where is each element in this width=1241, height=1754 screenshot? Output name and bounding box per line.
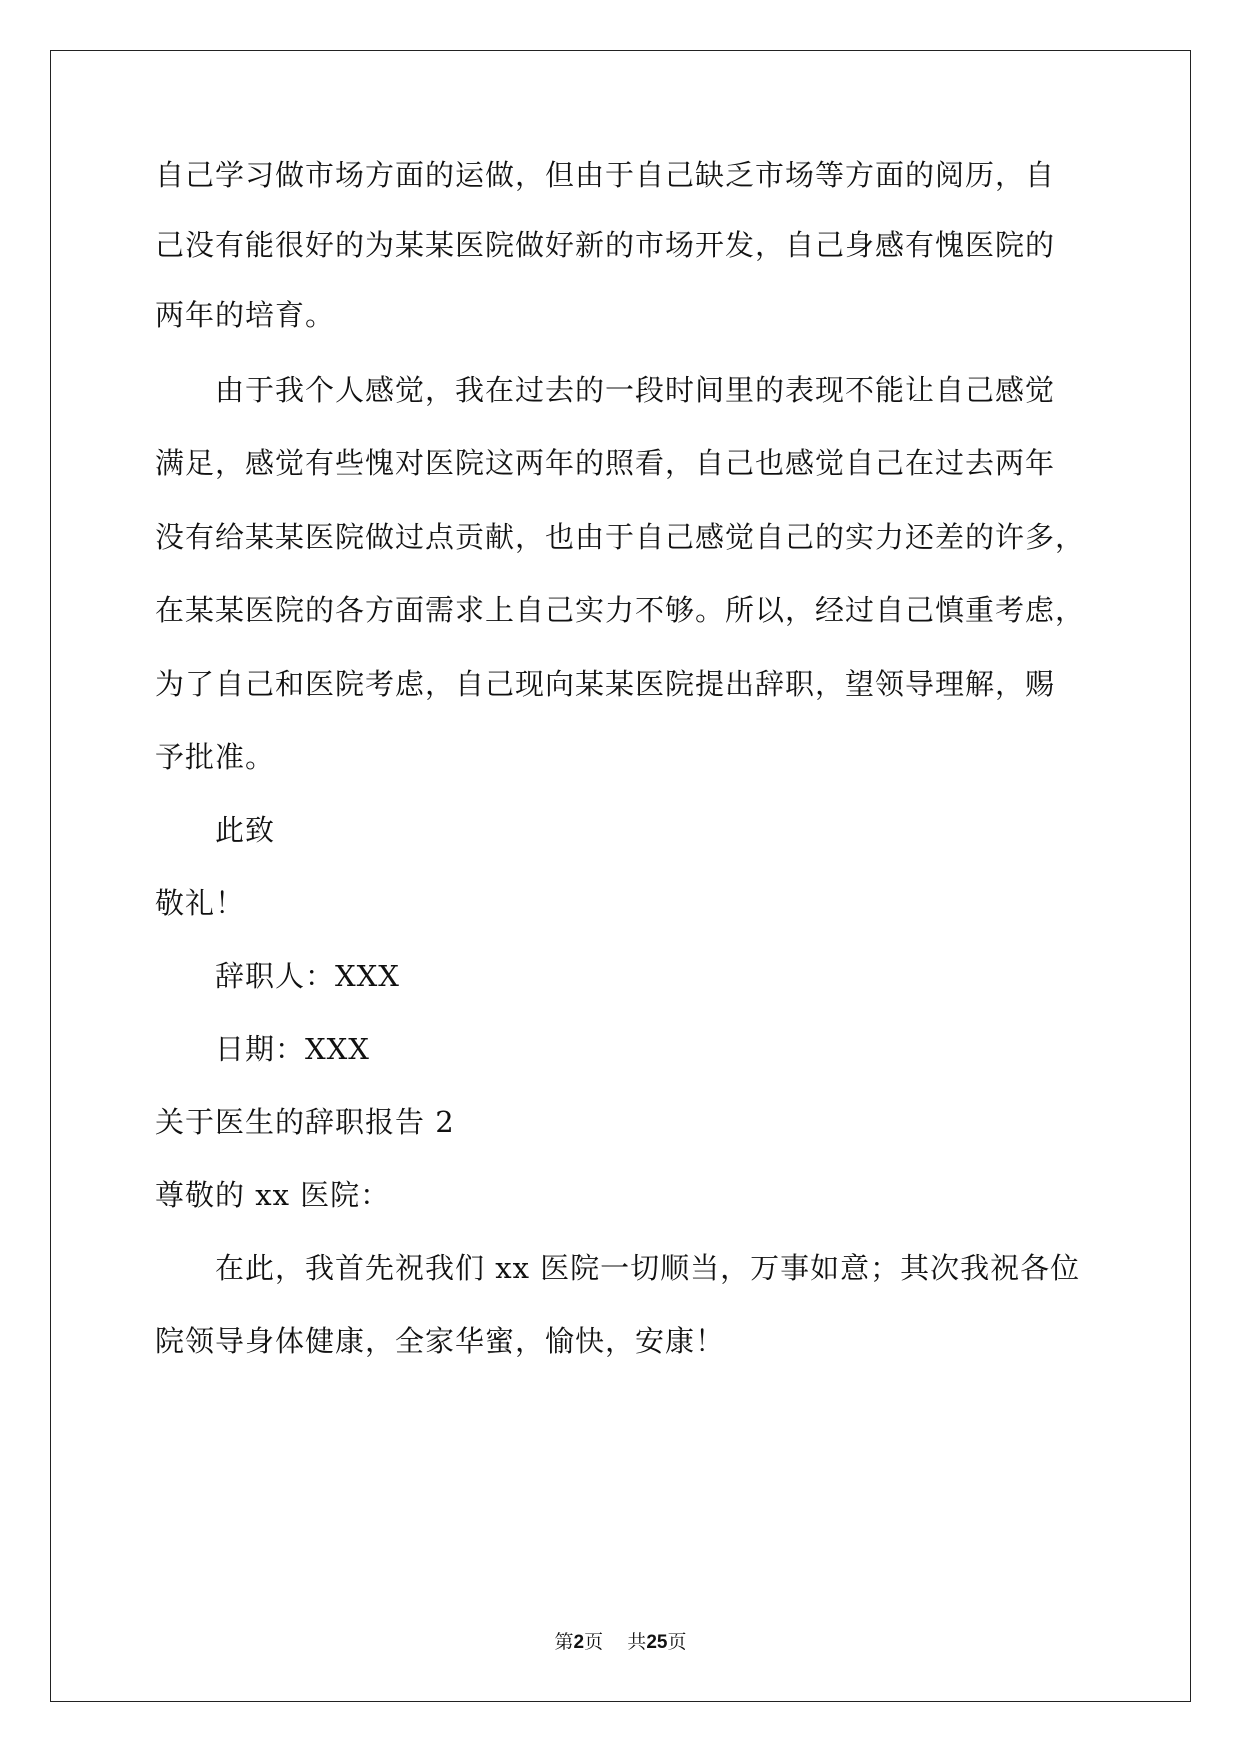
page-number: 2 [573,1632,585,1653]
total-suffix: 页 [667,1631,687,1653]
body-line: 在此，我首先祝我们 xx 医院一切顺当，万事如意；其次我祝各位 [215,1251,1081,1285]
page-footer [0,1630,1241,1655]
body-line: 由于我个人感觉，我在过去的一段时间里的表现不能让自己感觉 [215,373,1056,407]
page-prefix: 第 [554,1631,574,1653]
closing-regards: 敬礼！ [155,886,246,920]
body-line: 满足，感觉有些愧对医院这两年的照看，自己也感觉自己在过去两年 [155,446,1056,480]
section-title: 关于医生的辞职报告 2 [155,1105,455,1139]
signer-line: 辞职人：XXX [215,959,400,993]
total-pages: 25 [646,1632,668,1653]
body-line: 没有给某某医院做过点贡献，也由于自己感觉自己的实力还差的许多， [155,520,1086,554]
date-line: 日期：XXX [215,1032,370,1066]
body-line: 自己学习做市场方面的运做，但由于自己缺乏市场等方面的阅历，自 [155,158,1056,192]
total-prefix: 共 [627,1631,647,1653]
body-line: 己没有能很好的为某某医院做好新的市场开发，自己身感有愧医院的 [155,228,1056,262]
body-line: 为了自己和医院考虑，自己现向某某医院提出辞职，望领导理解，赐 [155,667,1056,701]
body-line: 予批准。 [155,740,276,774]
greeting-line: 尊敬的 xx 医院： [155,1178,391,1212]
page-suffix: 页 [584,1631,604,1653]
closing-salutation: 此致 [215,813,276,847]
body-line: 两年的培育。 [155,298,336,332]
body-line: 院领导身体健康，全家华蜜，愉快，安康！ [155,1324,726,1358]
body-line: 在某某医院的各方面需求上自己实力不够。所以，经过自己慎重考虑， [155,593,1086,627]
